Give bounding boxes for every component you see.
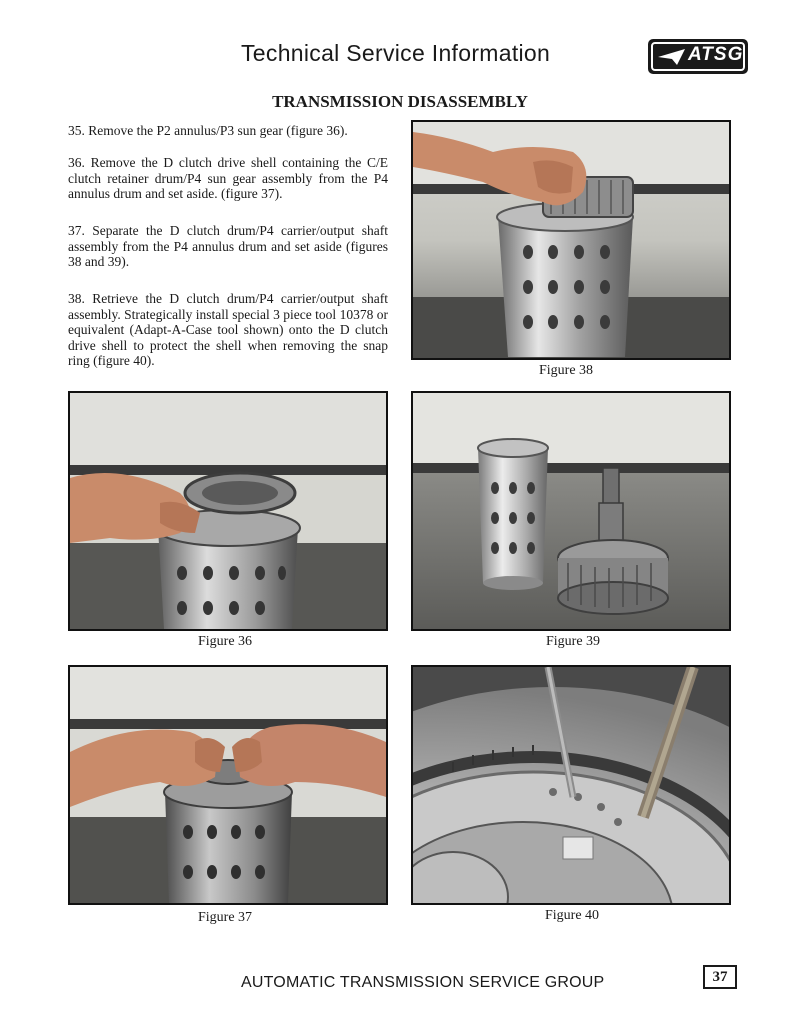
- figure-38-photo: [411, 120, 731, 360]
- figure-39-caption: Figure 39: [546, 634, 601, 649]
- step-35: 35. Remove the P2 annulus/P3 sun gear (figure 36).: [68, 123, 348, 138]
- figure-38-caption: Figure 38: [539, 363, 594, 378]
- page-footer: AUTOMATIC TRANSMISSION SERVICE GROUP: [241, 974, 605, 991]
- step-36: 36. Remove the D clutch drive shell containing the C/E clutch retainer drum/P4 sun gear assembly from the P4 annulus drum and set aside. (figure 37).: [68, 155, 388, 201]
- page-number: 37: [703, 965, 737, 989]
- figure-37-photo: [68, 665, 388, 905]
- section-title: TRANSMISSION DISASSEMBLY: [272, 92, 528, 111]
- step-37: 37. Separate the D clutch drum/P4 carrier/output shaft assembly from the P4 annulus drum and set aside (figures 38 and 39).: [68, 223, 388, 269]
- figure-39-photo: [411, 391, 731, 631]
- figure-37-caption: Figure 37: [198, 910, 253, 925]
- figure-36-photo: [68, 391, 388, 631]
- page-header-title: Technical Service Information: [241, 40, 551, 66]
- plane-icon: [657, 47, 687, 67]
- atsg-logo: [648, 39, 748, 74]
- step-38: 38. Retrieve the D clutch drum/P4 carrier/output shaft assembly. Strategically install special 3 piece tool 10378 or equivalent (Adapt-A-Case tool shown) onto the D clutch drive shell to protect the shell when removing the snap ring (figure 40).: [68, 291, 388, 368]
- logo-text: ATSG: [688, 44, 744, 65]
- figure-40-photo: [411, 665, 731, 905]
- figure-40-caption: Figure 40: [545, 908, 600, 923]
- figure-36-caption: Figure 36: [198, 634, 253, 649]
